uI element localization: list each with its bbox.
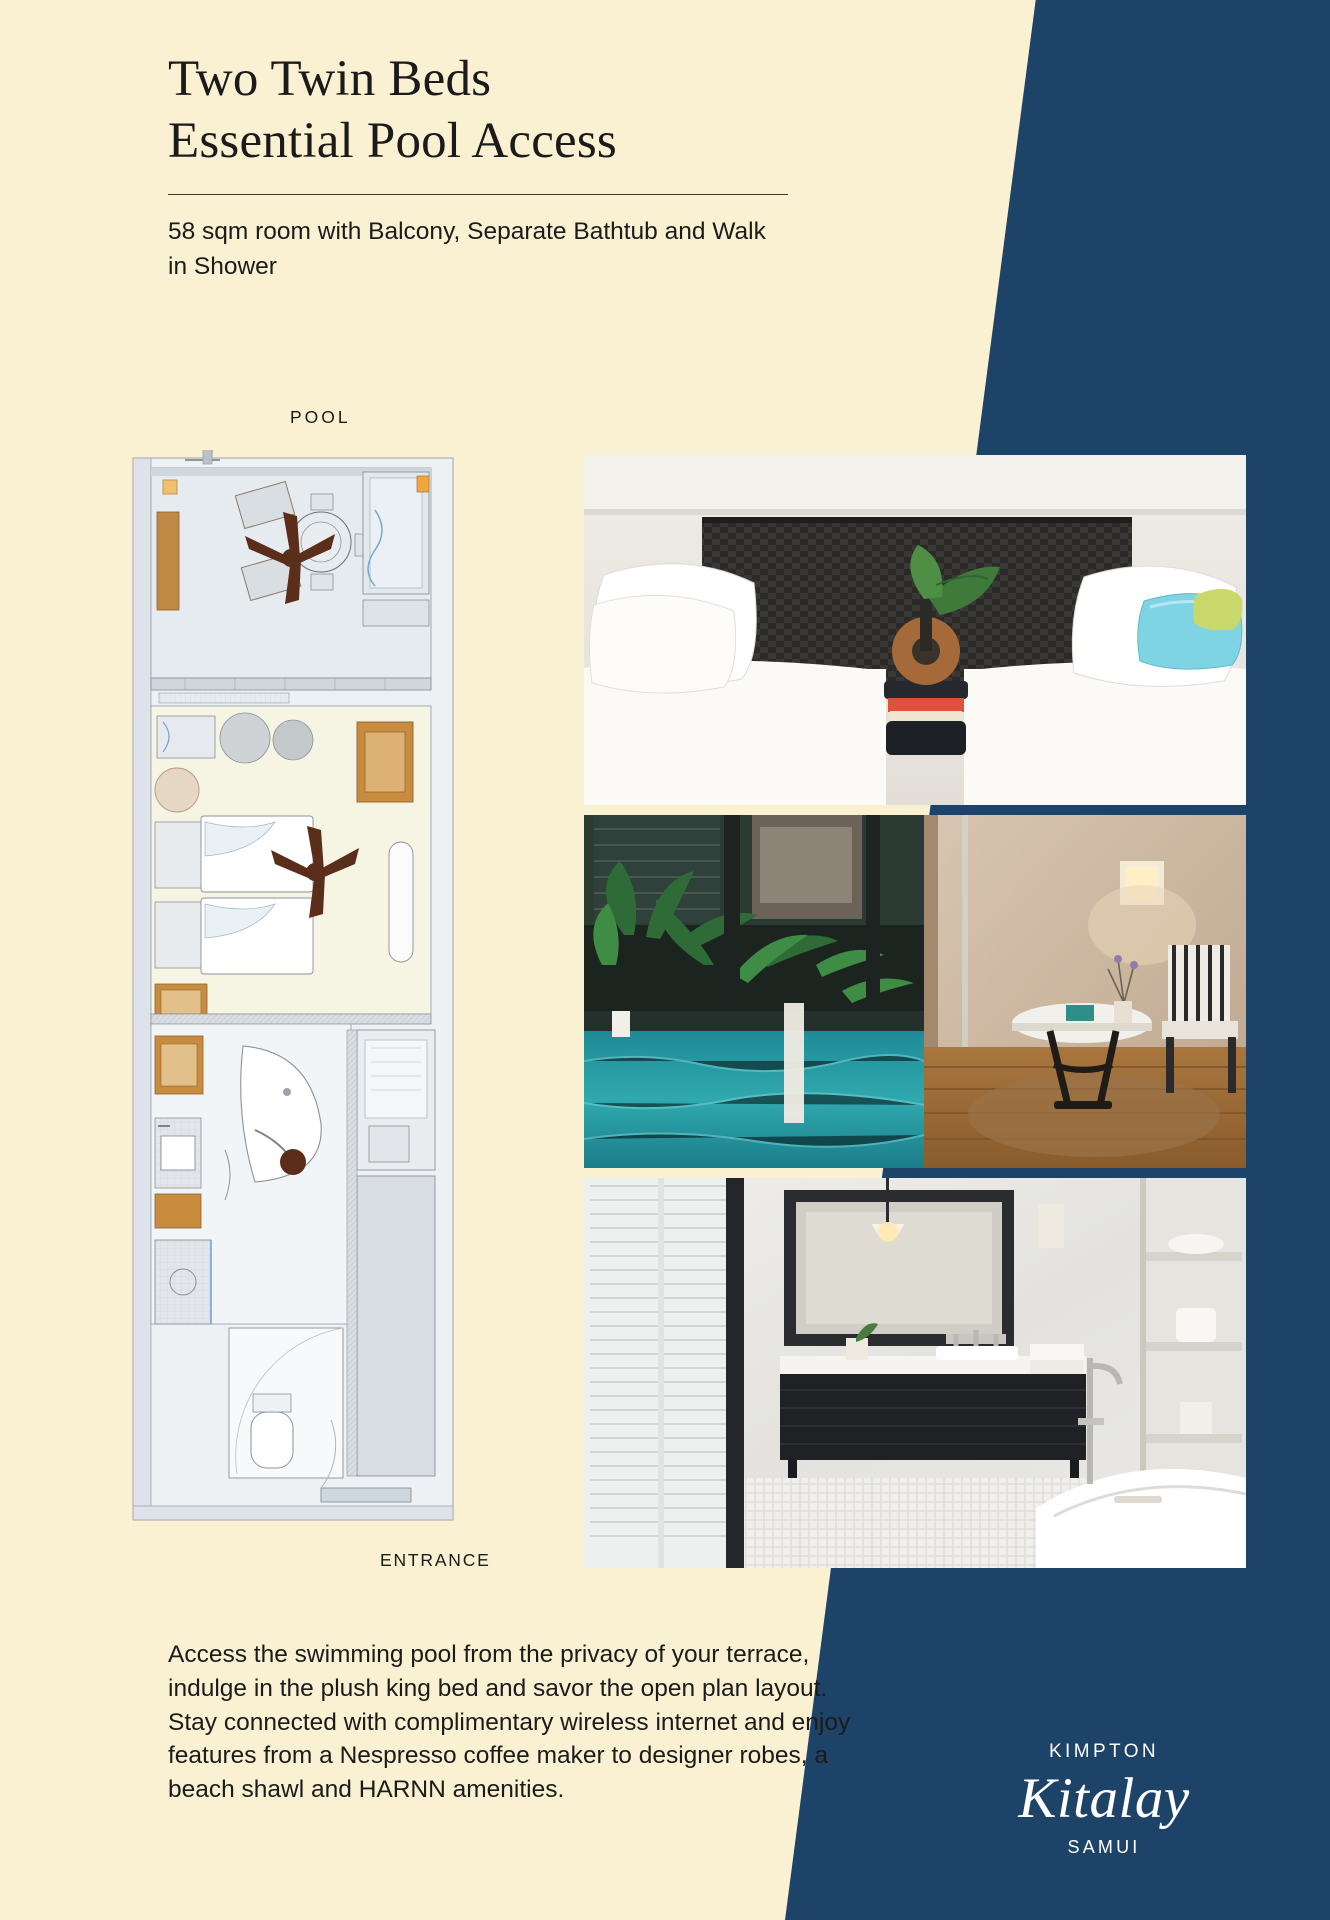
page-title-line-2: Essential Pool Access [168,113,617,170]
bathroom-photo [584,1178,1246,1568]
page-title-line-1: Two Twin Beds [168,51,492,107]
floorplan [125,400,555,1580]
floorplan-drawing [125,450,465,1540]
pool-terrace-photo [584,815,1246,1168]
floorplan-label-entrance: ENTRANCE [380,1550,491,1570]
page-subtitle: 58 sqm room with Balcony, Separate Bathtub and Walk in Shower [168,218,766,281]
brand-name: KIMPTON [1048,1741,1159,1763]
header [168,48,808,285]
floorplan-label-pool: POOL [290,407,351,427]
title-divider [168,194,788,195]
room-description: Access the swimming pool from the privacy of your terrace, indulge in the plush king bed and savor the open plan layout. Stay connected with complimentary wireless internet and enjoy features from a Nespresso coffee maker to designer robes, a beach shawl and HARNN amenities. [168,1641,851,1804]
property-name: Kitalay [1018,1767,1190,1831]
page-title [168,48,808,172]
property-location: SAMUI [1067,1837,1141,1857]
twin-beds-photo [584,455,1246,805]
brand-logo [974,1741,1234,1858]
